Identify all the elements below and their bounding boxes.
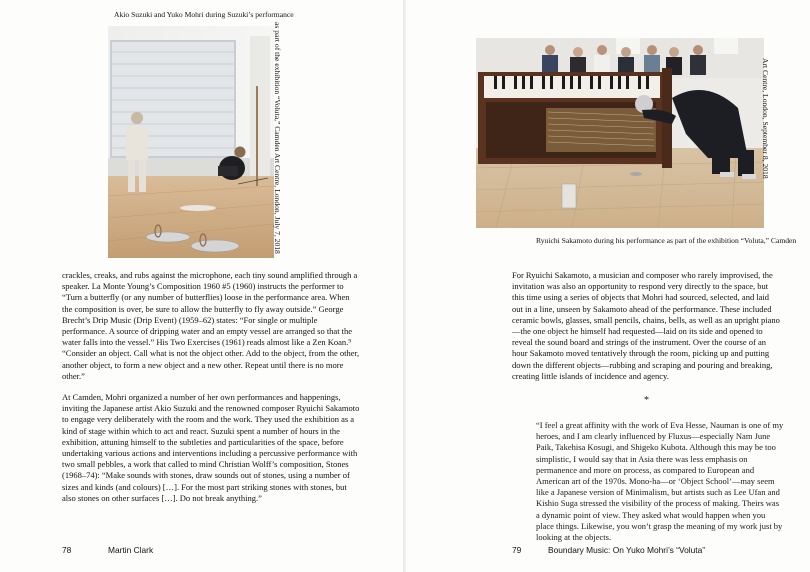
right-page-number: 79 bbox=[512, 545, 522, 555]
left-page-number: 78 bbox=[62, 545, 72, 555]
right-photo-caption-bottom: Ryuichi Sakamoto during his performance as part of the exhibition “Voluta,” Camden bbox=[536, 236, 797, 245]
performance-gallery-photo-icon bbox=[108, 26, 274, 258]
left-photo-caption-top: Akio Suzuki and Yuko Mohri during Suzuki’s performance bbox=[114, 10, 294, 19]
left-page-body bbox=[62, 270, 360, 514]
left-paragraph-1: crackles, creaks, and rubs against the microphone, each tiny sound amplified through a speaker. La Monte Young’s Composition 1960 #5 (1960) instructs the performer to “Turn a butterfly (or any number of butterflies) loose in the performance area. When the composition is over, be sure to allow the butterfly to fly away outside.” George Brecht’s Drip Music (Drip Event) (1959–62) states: “For single or multiple performance. A source of dripping water and an empty vessel are arranged so that the water falls into the vessel.” His Two Exercises (1961) reads almost like a Zen Koan.⁹ “Consider an object. Call what is not the object other. Add to the object, from the other, another object, to form a new object and a new other. Repeat until there is no more other.” bbox=[62, 270, 360, 381]
photo-suzuki-mohri-performance bbox=[108, 26, 274, 258]
right-running-head: Boundary Music: On Yuko Mohri’s “Voluta” bbox=[548, 545, 706, 555]
left-paragraph-2: At Camden, Mohri organized a number of her own performances and happenings, inviting the Japanese artist Akio Suzuki and the renowned composer Ryuichi Sakamoto to engage very deliberately with the room and the work. They used the exhibition as a kind of stage within which to act and react. Suzuki spent a number of hours in the exhibition, attuning himself to the subtleties and particularities of the space, before undertaking various actions and interventions including a percussive performance with two small pebbles, a work that called to mind Christian Wolff’s composition, Stones (1968–74): “Make sounds with stones, draw sounds out of stones, using a number of sizes and kinds (and colours) […]. For the most part striking stones with stones, but also stones on other surfaces […]. Do not break anything.” bbox=[62, 392, 360, 503]
photo-sakamoto-piano-performance bbox=[476, 38, 764, 228]
left-running-head: Martin Clark bbox=[108, 545, 154, 555]
left-photo-caption-side: as part of the exhibition “Voluta,” Camden Art Centre, London, July 7, 2018 bbox=[273, 22, 282, 254]
right-page-body bbox=[512, 270, 782, 392]
piano-performance-photo-icon bbox=[476, 38, 764, 228]
right-photo-caption-side: Art Centre, London, September 8, 2018 bbox=[761, 58, 770, 179]
section-separator: * bbox=[644, 395, 649, 406]
right-paragraph-1: For Ryuichi Sakamoto, a musician and composer who rarely improvised, the invitation was also an opportunity to respond very directly to the space, but this time using a series of objects that Mohri had sourced, selected, and laid out in a line, unseen by Sakamoto ahead of the performance. These included ceramic bowls, glasses, small pencils, chains, bells, as well as an upright piano—the one object he himself had requested—laid on its side and opened to reveal the sound board and strings of the instrument. Over the course of an hour Sakamoto moved tentatively through the room, picking up and putting down the different objects—rubbing and scraping and pouring and breaking, creating little islands of incidence and agency. bbox=[512, 270, 780, 381]
artist-quote: “I feel a great affinity with the work of Eva Hesse, Nauman is one of my heroes, and I am clearly influenced by Fluxus—especially Nam June Paik, Takehisa Kosugi, and Shigeko Kubota. Although this may be too simplistic, I would say that in Asia there was less emphasis on permanence and more on process, as compared to European and American art of the 1970s. Mono-ha—or ‘Object School’—may seem like a Japanese version of Minimalism, but artists such as Lee Ufan and Kishio Suga stressed the visibility of the process of making. Theirs was a dynamic point of view. They asked what would happen when you place things. Likewise, you won’t grasp the meaning of my work just by looking at the objects. bbox=[536, 420, 784, 543]
